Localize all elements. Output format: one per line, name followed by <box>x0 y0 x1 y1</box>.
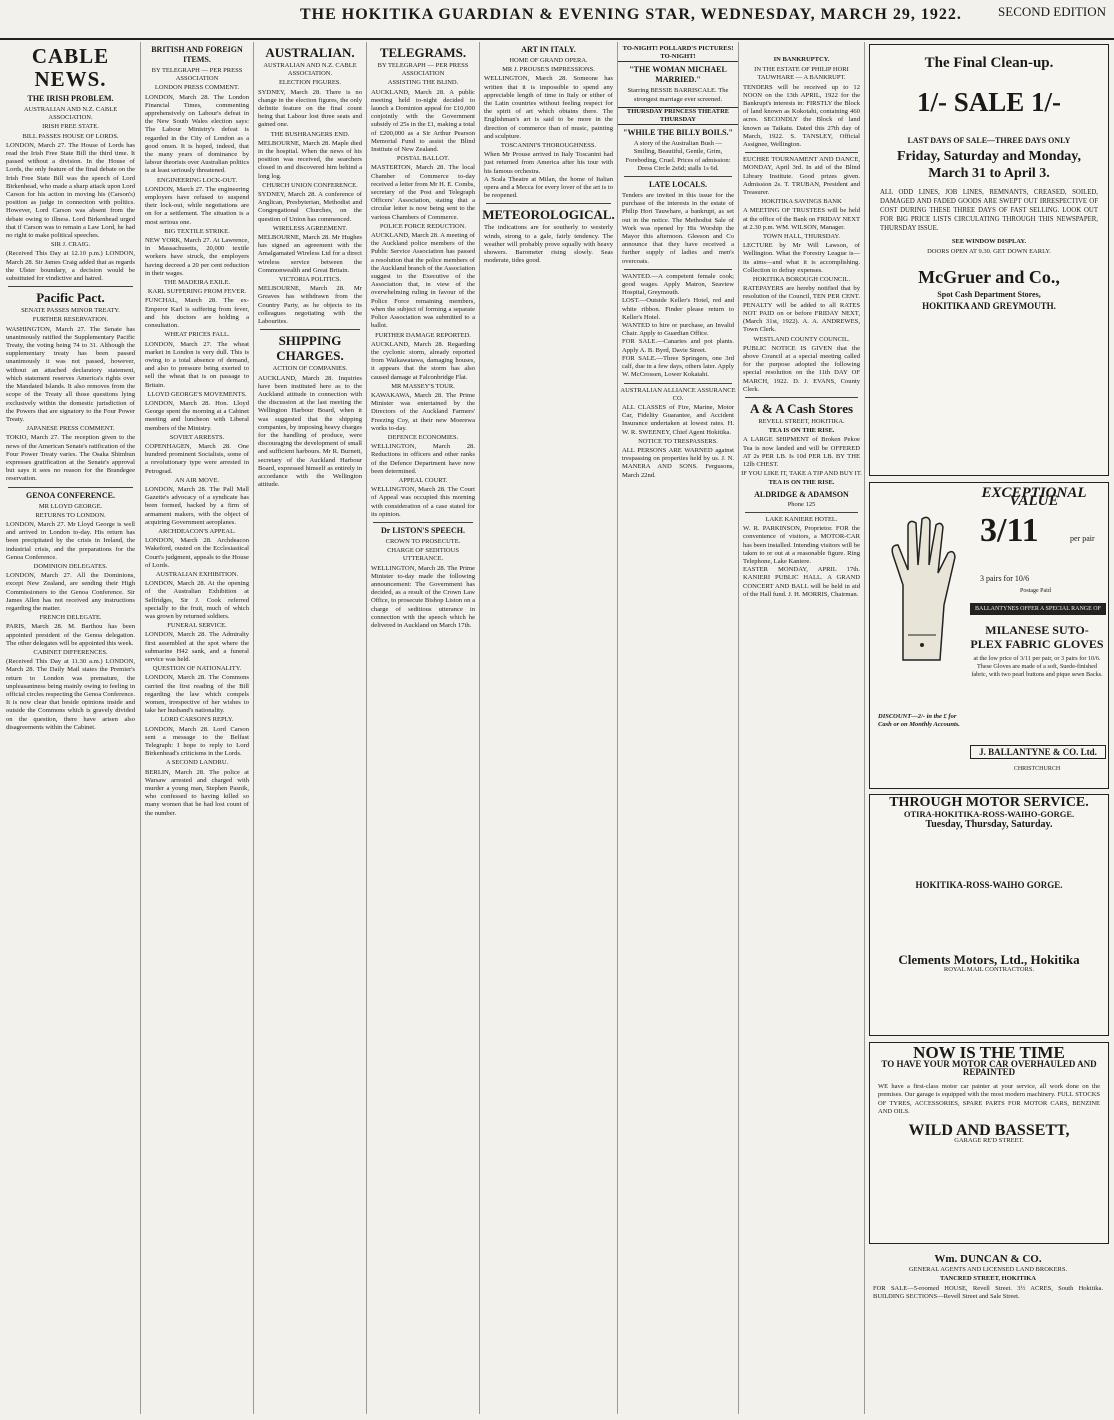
article-body: LONDON, March 28. The Admiralty first assembled at the spot where the submarine H42 sank, and a funeral service was held. <box>145 631 249 664</box>
motor-service-ad <box>869 794 1109 1036</box>
article-body: W. R. PARKINSON, Proprietor. FOR the convenience of visitors, a MOTOR-CAR has been installed. Intending visitors will be taken to or out at a reasonable figure. Ring Telephone, Lake Kaniere. <box>743 525 860 565</box>
subheading: LAKE KANIERE HOTEL. <box>765 515 838 523</box>
agency-line: AUSTRALIAN AND N.Z. CABLE ASSOCIATION. <box>263 62 357 78</box>
ad-heading: EXCEPTIONAL VALUE <box>981 485 1087 510</box>
firm-name: Wm. DUNCAN & CO. <box>934 1253 1042 1265</box>
wild-bassett-ad <box>869 1042 1109 1244</box>
subheading: TOSCANINI'S THOROUGHNESS. <box>500 142 597 150</box>
article-body: LONDON, March 28. The Pall Mall Gazette's advocacy of a syndicate has been formed, backed by a firm of armament makers, with the object of acquiring Government aeroplanes. <box>145 485 249 526</box>
subheading: JAPANESE PRESS COMMENT. <box>26 425 115 433</box>
section-heading: ART IN ITALY. <box>521 45 576 54</box>
section-heading: AUSTRALIAN. <box>265 45 355 60</box>
article-body: The indications are for southerly to westerly winds, strong to a gale, fairly tendency. The weather will probably prove squally with heavy showers. Barometer rising slowly. Seas moderate, tides good. <box>484 224 613 265</box>
article-body: LONDON, March 28. Hon. Lloyd George spent the morning at a Cabinet meeting and luncheon with Liberal members of the Ministry. <box>145 399 249 432</box>
divider <box>745 152 858 153</box>
subheading: ELECTION FIGURES. <box>278 79 342 87</box>
article-body: MASTERTON, March 28. The local Chamber of Commerce to-day received a letter from Mr H. E. Combs, secretary of the Post and Telegraph Officers' Association, stating that a circular letter is now being sent to the various Chambers of Commerce. <box>371 164 475 221</box>
article-body: LONDON, March 28. The London Financial Times, commenting apprehensively on Labour's defeat in the New South Wales election says: The Labour Ministry's defeat is regarded in the City of London as a good omen. It is hoped, indeed, that the many years of dominance by labour theorists over Australian politics is at least seriously threatened. <box>145 93 250 175</box>
firm-sub: Spot Cash Department Stores, <box>937 289 1041 299</box>
film-description: Starring BESSIE BARRISCALE. The strongest marriage ever screened. <box>627 87 729 103</box>
subheading: FUNERAL SERVICE. <box>167 622 227 630</box>
subheading: CABINET DIFFERENCES. <box>33 648 108 656</box>
section-heading: METEOROLOGICAL. <box>482 207 615 223</box>
subheading: THE IRISH PROBLEM. <box>27 94 114 103</box>
divider <box>8 286 133 287</box>
film-title: "THE WOMAN MICHAEL MARRIED." <box>629 65 727 85</box>
phone: Phone 125 <box>787 500 816 508</box>
subheading: QUESTION OF NATIONALITY. <box>152 665 242 673</box>
subheading: CHURCH UNION CONFERENCE. <box>262 181 358 189</box>
article-body: LONDON, March 27. The engineering employers have refused to suspend their lock-out, while negotiations are on for a settlement. The situation is a most serious one. <box>145 185 249 226</box>
subheading: POSTAL BALLOT. <box>396 155 450 163</box>
divider <box>624 269 732 270</box>
subheading: AN AIR MOVE. <box>174 476 220 484</box>
article-body: AUCKLAND, March 28. Regarding the cyclonic storm, already reported from Waikawatawa, damaging houses, it appears that the storm has also caused damage at Falconbridge Flat. <box>371 340 475 381</box>
firm-town: HOKITIKA AND GREYMOUTH. <box>922 301 1056 312</box>
article-body: A Scala Theatre at Milan, the home of Italian opera and a Mecca for every lover of the art is to be reopened. <box>484 175 613 200</box>
article-body: TENDERS will be received up to 12 NOON on the 13th APRIL, 1922 for the Bankrupt's interests in: FIRSTLY the Block of land known as Kokotahi, containing 460 acres. SECONDLY the Block of land known as Taikatu. Dated this 27th day of March, 1922. S. TANSLEY, Official Assignee, Wellington. <box>743 83 860 149</box>
subheading: SOVIET ARRESTS. <box>169 433 225 441</box>
divider <box>745 397 858 398</box>
article-body: WELLINGTON, March 28. Someone has written that it is impossible to spend any appreciable length of time in Italy or either of the Latin countries without feeling respect for the spirit of art which obtains there. The Englishman's art is said to be more in the direction of commerce than of music, painting and sculpture. <box>484 75 613 140</box>
article-body: WASHINGTON, March 27. The Senate has unanimously ratified the Supplementary Pacific Treaty, the voting being 74 to 31. Although the supplementary treaty has been passed unanimously it was not passed, however, without an attached declaratory statement, which statement reserves America's rights over the Mandated Islands. It also removes from the scope of the Treaty all those questions lying exclusively within the domestic jurisdiction of the Powers that are signatory to the Four Power Treaty. <box>6 325 135 423</box>
ad-body: WE have a first-class motor car painter at your service, all work done on the premises. Our garage is equipped with the most modern machinery. FULL STOCKS OF TYRES, ACCESSORIES, SPARE PARTS FOR MOTOR CARS, BENZINE AND OILS. <box>878 1082 1100 1116</box>
glove-product: MILANESE SUTO-PLEX FABRIC GLOVES <box>970 623 1104 651</box>
divider <box>486 203 611 204</box>
article-body: SYDNEY, March 28. There is no change in the election figures, the only definite feature on the final count being that Labour lost three seats and gained one. <box>258 88 362 129</box>
article-body: LONDON, March 27. The wheat market in London is very dull. This is owing to a total absence of demand, and also to pressure being exerted to sell the wheat that is on passage to Britain. <box>145 340 249 389</box>
article-body: ALL CLASSES of Fire, Marine, Motor Car, Fidelity Guarantee, and Accident Insurance undertaken at lowest rates. H. W. R. SWEENEY, Chief Agent Hokitika. <box>622 403 734 436</box>
sale-dates: Friday, Saturday and Monday, March 31 to April 3. <box>897 149 1081 182</box>
subheading: TEA IS ON THE RISE. <box>768 427 835 435</box>
subheading: DEFENCE ECONOMIES. <box>387 433 459 441</box>
firm-city: CHRISTCHURCH <box>1013 766 1061 772</box>
sale-days: LAST DAYS OF SALE—THREE DAYS ONLY <box>907 136 1071 146</box>
column-australian <box>253 42 366 1414</box>
subheading: MR LLOYD GEORGE. <box>38 502 103 510</box>
firm-sub: GENERAL AGENTS AND LICENSED LAND BROKERS. <box>908 1265 1068 1273</box>
article-body: WELLINGTON, March 28. The Prime Minister to-day made the following announcement: The Government has decided, as a result of the Crown Law Office, to prosecute Bishop Liston on a charge of seditious utterance in connection with the speech which he delivered in Auckland on March 17th. <box>371 564 475 629</box>
article-body: LONDON, March 28. Archdeacon Wakeford, ousted on the Ecclesiastical Court's judgment, appeals to the House of Lords. <box>145 537 249 569</box>
discount-note: DISCOUNT—2/- in the £ for Cash or on Monthly Accounts. <box>878 713 960 729</box>
article-body: TOKIO, March 27. The reception given to the news of the American Senate's ratification of the Four Power Treaty varies. The Osaka Shimbun expresses gratification at the Senate's approval but says it sees no reason for the Brandegee reservation. <box>6 434 135 483</box>
subheading: VICTORIA POLITICS. <box>278 276 342 284</box>
article-body: MELBOURNE, March 28. Mr Hughes has signed an agreement with the Amalgamated Wireless Ltd for a direct wireless service between the Commonwealth and Great Britain. <box>258 234 362 274</box>
firm-address: GARAGE RE'D STREET. <box>954 1136 1024 1144</box>
glove-illustration <box>878 515 968 665</box>
mcgruer-ad <box>869 44 1109 476</box>
section-heading: CABLE NEWS. <box>31 44 110 91</box>
store-name: A & A Cash Stores <box>749 400 854 416</box>
subheading: POLICE FORCE REDUCTION. <box>379 222 467 230</box>
column-advertisements <box>864 42 1113 1414</box>
subheading: HOKITIKA BOROUGH COUNCIL. <box>752 276 851 284</box>
article-body: EASTER MONDAY, APRIL 17th. KANIERI PUBLIC HALL. A GRAND CONCERT AND BALL will be held in aid of the Hall fund. J. H. MORRIS, Chairman. <box>743 566 860 598</box>
article-body: COPENHAGEN, March 28. One hundred prominent Socialists, some of a revolutionary type were arrested in Petrograd. <box>145 442 249 475</box>
subheading: LLOYD GEORGE'S MOVEMENTS. <box>147 390 247 398</box>
subheading: REVELL STREET, HOKITIKA. <box>758 417 845 425</box>
divider <box>260 329 360 330</box>
subheading: WESTLAND COUNTY COUNCIL. <box>753 335 850 343</box>
window-display: SEE WINDOW DISPLAY. <box>951 238 1027 246</box>
glove-price: 3/11 <box>980 512 1039 549</box>
article-body: LONDON, March 27. All the Dominions, except New Zealand, are sending their High Commissioners to the Genoa Conference. Sir James Allen has not received any instructions regarding the matter. <box>6 572 135 612</box>
route: OTIRA-HOKITIKA-ROSS-WAIHO-GORGE. <box>903 809 1075 820</box>
theatre-bar: TO-NIGHT! POLLARD'S PICTURES! TO-NIGHT! <box>618 45 738 62</box>
theatre-bar: THURSDAY PRINCESS THEATRE THURSDAY <box>618 107 738 125</box>
firm-name: ALDRIDGE & ADAMSON <box>754 489 849 499</box>
column-cable-news <box>2 42 139 1414</box>
subheading: MR J. PROUSE'S IMPRESSIONS. <box>502 66 595 74</box>
article-body: AUCKLAND, March 28. A meeting of the Auckland police members of the Public Service Association has passed a resolution that the police members of the Auckland branch of the Association suggest to the Executive of the Association that, in view of the overwhelming ruling in favour of the Police Force remaining members, when the subject of forming a separate Police Association was submitted to a ballot. <box>371 232 475 330</box>
agency-line: AUSTRALIAN AND N.Z. CABLE ASSOCIATION. <box>23 106 118 122</box>
ad-heading: NOW IS THE TIME <box>913 1043 1065 1062</box>
ballantyne-glove-ad <box>869 482 1109 789</box>
section-heading: TELEGRAMS. <box>379 45 467 60</box>
section-heading: IN BANKRUPTCY. <box>773 56 830 63</box>
article-body: AUCKLAND, March 28. Inquiries have been instituted here as to the Auckland attitude in connection with the discussion at the last meeting the Wellington Harbour Board, when it was suggested that the shipping companies, by imposing heavy charges for the handling of produce, were discouraging the development of small and sufficient harbours. Mr R. Burnett, secretary of the Auckland Harbour Board, expressed himself as entirely in accordance with the Wellington attitude. <box>258 374 362 489</box>
notice-body: EUCHRE TOURNAMENT AND DANCE, MONDAY, April 3rd. In aid of the Blind Library Institute. Good prizes given. Admission 2s. T. TRUBAN, President and Treasurer. <box>743 156 860 197</box>
article-body: WELLINGTON, March 28. The Court of Appeal was occupied this morning with consideration of a case stated for its opinion. <box>371 486 475 518</box>
subheading: A SECOND LANDRU. <box>165 759 229 767</box>
classified-ad: LOST.—Outside Keller's Hotel, red and white ribbon. Finder please return to Keller's Hotel. <box>622 297 734 321</box>
glove-description: at the low price of 3/11 per pair, or 3 pairs for 10/6. These Gloves are made of a soft, Suede-finished fabric, with two pearl buttons and pique sewn Backs. <box>971 655 1103 678</box>
column-notices <box>738 42 864 1414</box>
postage-paid: Postage Paid <box>1020 588 1051 594</box>
notice-body: PUBLIC NOTICE IS GIVEN that the above Council at a special meeting called for the purpose adopted the following special resolution on the 11th DAY OF MARCH, 1922. D. J. EVANS, County Clerk. <box>743 344 860 393</box>
column-theatre-locals <box>617 42 738 1414</box>
classified-ad: WANTED.—A competent female cook; good wages. Apply Matron, Seaview Hospital, Greymouth. <box>622 272 734 297</box>
divider <box>373 522 473 523</box>
firm-name: McGruer and Co., <box>918 266 1060 287</box>
section-heading: Dr LISTON'S SPEECH. <box>381 525 465 535</box>
classified-ad: WANTED to hire or purchase, an Invalid Chair. Apply to Guardian Office. <box>622 322 734 338</box>
article-body: When Mr Prouse arrived in Italy Toscanini had just returned from America after his tour with his famous orchestra. <box>484 151 613 175</box>
doors-open: DOORS OPEN AT 9.30. GET DOWN EARLY. <box>927 247 1051 255</box>
duncan-ad <box>869 1252 1107 1302</box>
subheading: APPEAL COURT. <box>398 476 448 484</box>
subheading: ACTION OF COMPANIES. <box>272 365 348 373</box>
article-body: KAWAKAWA, March 28. The Prime Minister was entertained by the Directors of the Auckland Farmers' Freezing Coy, at their new Moerewa works to-day. <box>371 391 475 432</box>
agency-line: BY TELEGRAPH — PER PRESS ASSOCIATION <box>377 62 469 78</box>
article-body: ALL PERSONS ARE WARNED against trespassing on properties held by us. J. N. MANERA AND SONS. Fergusons, March 22nd. <box>622 446 734 479</box>
notice-body: RATEPAYERS are hereby notified that by resolution of the Council, TEN PER CENT. PENALTY will be added to all RATES NOT PAID on or before FRIDAY NEXT, (March 31st, 1922). A. A. ANDREWES, Town Clerk. <box>743 285 860 334</box>
classified-ad: FOR SALE.—Three Springers, one 3rd calf, due in a few days, others later. Apply W. McCrossen, Lower Kokatahi. <box>622 354 734 379</box>
subheading: MR MASSEY'S TOUR. <box>391 382 455 390</box>
subheading: DOMINION DELEGATES. <box>33 562 108 570</box>
newspaper-title: THE HOKITIKA GUARDIAN & EVENING STAR, WEDNESDAY, MARCH 29, 1922. <box>300 6 962 23</box>
subheading: SIR J. CRAIG. <box>50 241 91 249</box>
article-body: Tenders are invited in this issue for the purchase of the interests in the estate of Philip Hori Tauwhare, a bankrupt, as set out in the notice. The Methodist Sale of Work was opened by His Worship the Mayor this afternoon. Gleeson and Co announce that they have received a further supply of ladies and men's overcoats. <box>622 192 734 265</box>
article-body: SYDNEY, March 28. A conference of Anglican, Presbyterian, Methodist and Congregational Churches, on the question of Union has commenced. <box>258 191 362 223</box>
column-telegrams <box>366 42 479 1414</box>
firm-sub: ROYAL MAIL CONTRACTORS. <box>943 966 1035 974</box>
article-body: A LARGE SHIPMENT of Broken Pekoe Tea is now landed and will be OFFERED AT 2s PER LB. Is 10d PER LB. BY THE 12lb CHEST. <box>743 436 860 468</box>
subheading: CROWN TO PROSECUTE. <box>385 537 461 545</box>
article-body: (Received This Day at 11.30 a.m.) LONDON, March 28. The Daily Mail states the Premier's return to London was premature, the unpleasantness being mainly owing to feeling in official circles respecting the Genoa Conference. It is now clear that beside opinions inside and outside the Commons which is gravely divided on the question, there have arisen also disagreements within the Cabinet. <box>6 658 135 731</box>
article-body: LONDON, March 28. At the opening of the Australian Exhibition at Selfridges, Sir J. Cook referred specially to the fruit, much of which was grown by returned soldiers. <box>145 580 249 620</box>
subheading: BILL PASSES HOUSE OF LORDS. <box>22 132 119 140</box>
edition-label: SECOND EDITION <box>998 4 1106 19</box>
article-body: LONDON, March 27. The House of Lords has read the Irish Free State Bill the third time. It passed without a division. In the House of Lords, the only feature of the final debate on the Irish Free State Bill was the speech of Lord Birkenhead, who made a sharp attack upon Lord Carson for his action in moving his (Carson's) position as judge in connection with politics. However, Lord Carson was absent from the debate owing to illness. Lord Birkenhead urged that if Carson was to remain a Law Lord, he had no right to make political speeches. <box>6 141 135 240</box>
column-art-in-italy <box>479 42 617 1414</box>
subheading: TOWN HALL, THURSDAY. <box>762 233 841 241</box>
divider <box>624 176 732 177</box>
ad-body: ALL ODD LINES, JOB LINES, REMNANTS, CREASED, SOILED, DAMAGED AND FADED GOODS ARE SWEPT OUT IRRESPECTIVE OF COST DURING THESE THREE DAYS OF FAST SELLING. LOOK OUT FOR BIG PRICE LISTS CIRCULATING THROUGH THIS NEWSPAPER, THURSDAY ISSUE. <box>880 189 1098 233</box>
article-body: (Received This Day at 12.10 p.m.) LONDON, March 28. Sir James Craig added that as regards the Ulster boundary, a decision would be substituted for vindictive and hatred. <box>6 250 135 283</box>
film-description: A story of the Australian Bush — Smiling, Beautiful, Gentle, Grim, Foreboding, Cruel. Prices of admission: Dress Circle 2s6d; stalls 1s 6d. <box>625 140 731 172</box>
subheading: THE BUSHRANGERS END. <box>270 130 350 138</box>
subheading: HOME OF GRAND OPERA. <box>509 57 588 64</box>
article-body: NEW YORK, March 27. At Lawrence, in Massachusetts, 20,000 textile workers have struck, the employers having decreed a 20 per cent reduction in their wages. <box>145 237 249 277</box>
ad-heading: THROUGH MOTOR SERVICE. <box>889 795 1089 810</box>
film-title: "WHILE THE BILLY BOILS." <box>623 128 733 138</box>
article-body: BERLIN, March 28. The police at Warsaw arrested and charged with murder a young man, Stephen Pasnik, who confessed to having killed so many women that he had lost count of the number. <box>145 768 249 817</box>
subheading: LONDON PRESS COMMENT. <box>154 84 240 92</box>
article-body: PARIS, March 28. M. Barthou has been appointed president of the Genoa delegation. The other delegates will be appointed this week. <box>6 623 135 647</box>
service-days: Tuesday, Thursday, Saturday. <box>925 819 1053 831</box>
section-heading: SHIPPING CHARGES. <box>276 333 344 364</box>
article-body: LONDON, March 27. Mr Lloyd George is well and arrived in London to-day. His return has been precipitated by the crisis in Ireland, the industrial crisis, and the preparations for the Genoa Conference. <box>6 520 135 561</box>
section-heading: BRITISH AND FOREIGN ITEMS. <box>151 45 243 64</box>
offer-banner: BALLANTYNES OFFER A SPECIAL RANGE OF <box>970 603 1106 615</box>
glove-three-pairs: 3 pairs for 10/6 <box>980 574 1030 583</box>
article-body: MELBOURNE, March 28. Maple died in the hospital. When the news of his position was received, the searchers closed in and discovered him behind a long log. <box>258 139 362 180</box>
ad-body: FOR SALE—5-roomed HOUSE, Revell Street. 3½ ACRES, South Hokitika. BUILDING SECTIONS—Revell Street and Sale Street. <box>873 1284 1103 1300</box>
subheading: WIRELESS AGREEMENT. <box>272 224 348 232</box>
subheading: FRENCH DELEGATE. <box>39 614 102 622</box>
sale-banner: 1/- SALE 1/- <box>916 87 1062 118</box>
subheading: WHEAT PRICES FALL. <box>164 331 230 339</box>
subheading: THE MADEIRA EXILE. <box>163 279 231 287</box>
subheading: AUSTRALIAN ALLIANCE ASSURANCE CO. <box>620 386 736 402</box>
column-british-foreign <box>140 42 253 1414</box>
agency-line: BY TELEGRAPH — PER PRESS ASSOCIATION <box>151 67 243 83</box>
section-heading: LATE LOCALS. <box>648 180 708 190</box>
subheading: CHARGE OF SEDITIOUS UTTERANCE. <box>387 547 459 563</box>
firm-name: WILD AND BASSETT, <box>908 1121 1070 1139</box>
masthead <box>0 0 1114 40</box>
article-body: LONDON, March 28. Lord Carson sent a message to the Belfast Telegraph: I hope to reply to Lord Birkenhead's criticisms in the Lords. <box>145 725 249 758</box>
ad-subheading: TO HAVE YOUR MOTOR CAR OVERHAULED AND REPAINTED <box>881 1059 1097 1078</box>
glove-per-pair: per pair <box>1070 534 1095 543</box>
slogan: IF YOU LIKE IT, TAKE A TIP AND BUY IT. <box>741 470 862 478</box>
subheading: FURTHER RESERVATION. <box>32 316 109 324</box>
article-body: LONDON, March 28. The Commons carried the first reading of the Bill regarding the law which compels women, irrespective of her wishes to take her husband's nationality. <box>145 674 249 715</box>
ad-heading: The Final Clean-up. <box>924 55 1054 71</box>
subheading: IRISH FREE STATE. <box>42 123 99 131</box>
firm-address: TANCRED STREET, HOKITIKA <box>939 1275 1036 1282</box>
subheading: RETURNS TO LONDON. <box>35 511 106 519</box>
classified-ad: FOR SALE.—Canaries and pot plants. Apply A. B. Byrd, Davie Street. <box>622 338 734 354</box>
subheading: IN THE ESTATE OF PHILIP HORI TAUWHARE — A BANKRUPT. <box>754 66 849 82</box>
subheading: FURTHER DAMAGE REPORTED. <box>375 331 471 339</box>
section-heading: Pacific Pact. <box>36 290 105 306</box>
subheading: HOKITIKA SAVINGS BANK <box>761 198 842 206</box>
firm-name: J. BALLANTYNE & CO. Ltd. <box>970 745 1106 759</box>
firm-name: Clements Motors, Ltd., Hokitika <box>898 951 1080 967</box>
section-heading: GENOA CONFERENCE. <box>26 490 115 500</box>
subheading: ASSISTING THE BLIND. <box>387 79 459 87</box>
article-body: MELBOURNE, March 28. Mr Greaves has withdrawn from the Country Party, as he objects to its colleagues negotiating with the Labourites. <box>258 285 362 326</box>
subheading: TEA IS ON THE RISE. <box>768 479 835 487</box>
article-body: FUNCHAL, March 28. The ex-Emperor Karl is suffering from fever, and his doctors are holding a consultation. <box>145 297 249 330</box>
notice-body: LECTURE by Mr Will Lawson, of Wellington. What the Forestry League is—its aims—and what it is accomplishing. Collection to defray expenses. <box>743 242 860 274</box>
subheading: LORD CARSON'S REPLY. <box>160 716 234 724</box>
subheading: ENGINEERING LOCK-OUT. <box>156 176 238 184</box>
article-body: AUCKLAND, March 28. A public meeting held to-night decided to launch a Dominion appeal for £10,000 conjointly with the Government subsidy of 25s in the £1, making a total of £200,000 as a Sir Arthur Pearson Memorial Fund to assist the Blind Institute of New Zealand. <box>371 88 475 154</box>
article-body: WELLINGTON, March 28. Reductions in officers and other ranks of the Defence Department have now been determined. <box>371 443 475 475</box>
notice-body: A MEETING OF TRUSTEES will be held at the office of the Bank on FRIDAY NEXT at 2.30 p.m. WM. WILSON, Manager. <box>743 207 860 231</box>
subheading: SENATE PASSES MINOR TREATY. <box>21 307 120 315</box>
subheading: BIG TEXTILE STRIKE. <box>164 227 230 235</box>
subheading: KARL SUFFERING FROM FEVER. <box>147 288 247 296</box>
subheading: ARCHDEACON'S APPEAL. <box>158 527 236 535</box>
divider <box>8 487 133 488</box>
subheading: NOTICE TO TRESPASSERS. <box>638 437 718 445</box>
route: HOKITIKA-ROSS-WAIHO GORGE. <box>915 879 1063 890</box>
divider <box>745 512 858 513</box>
subheading: AUSTRALIAN EXHIBITION. <box>155 570 239 578</box>
divider <box>624 383 732 384</box>
